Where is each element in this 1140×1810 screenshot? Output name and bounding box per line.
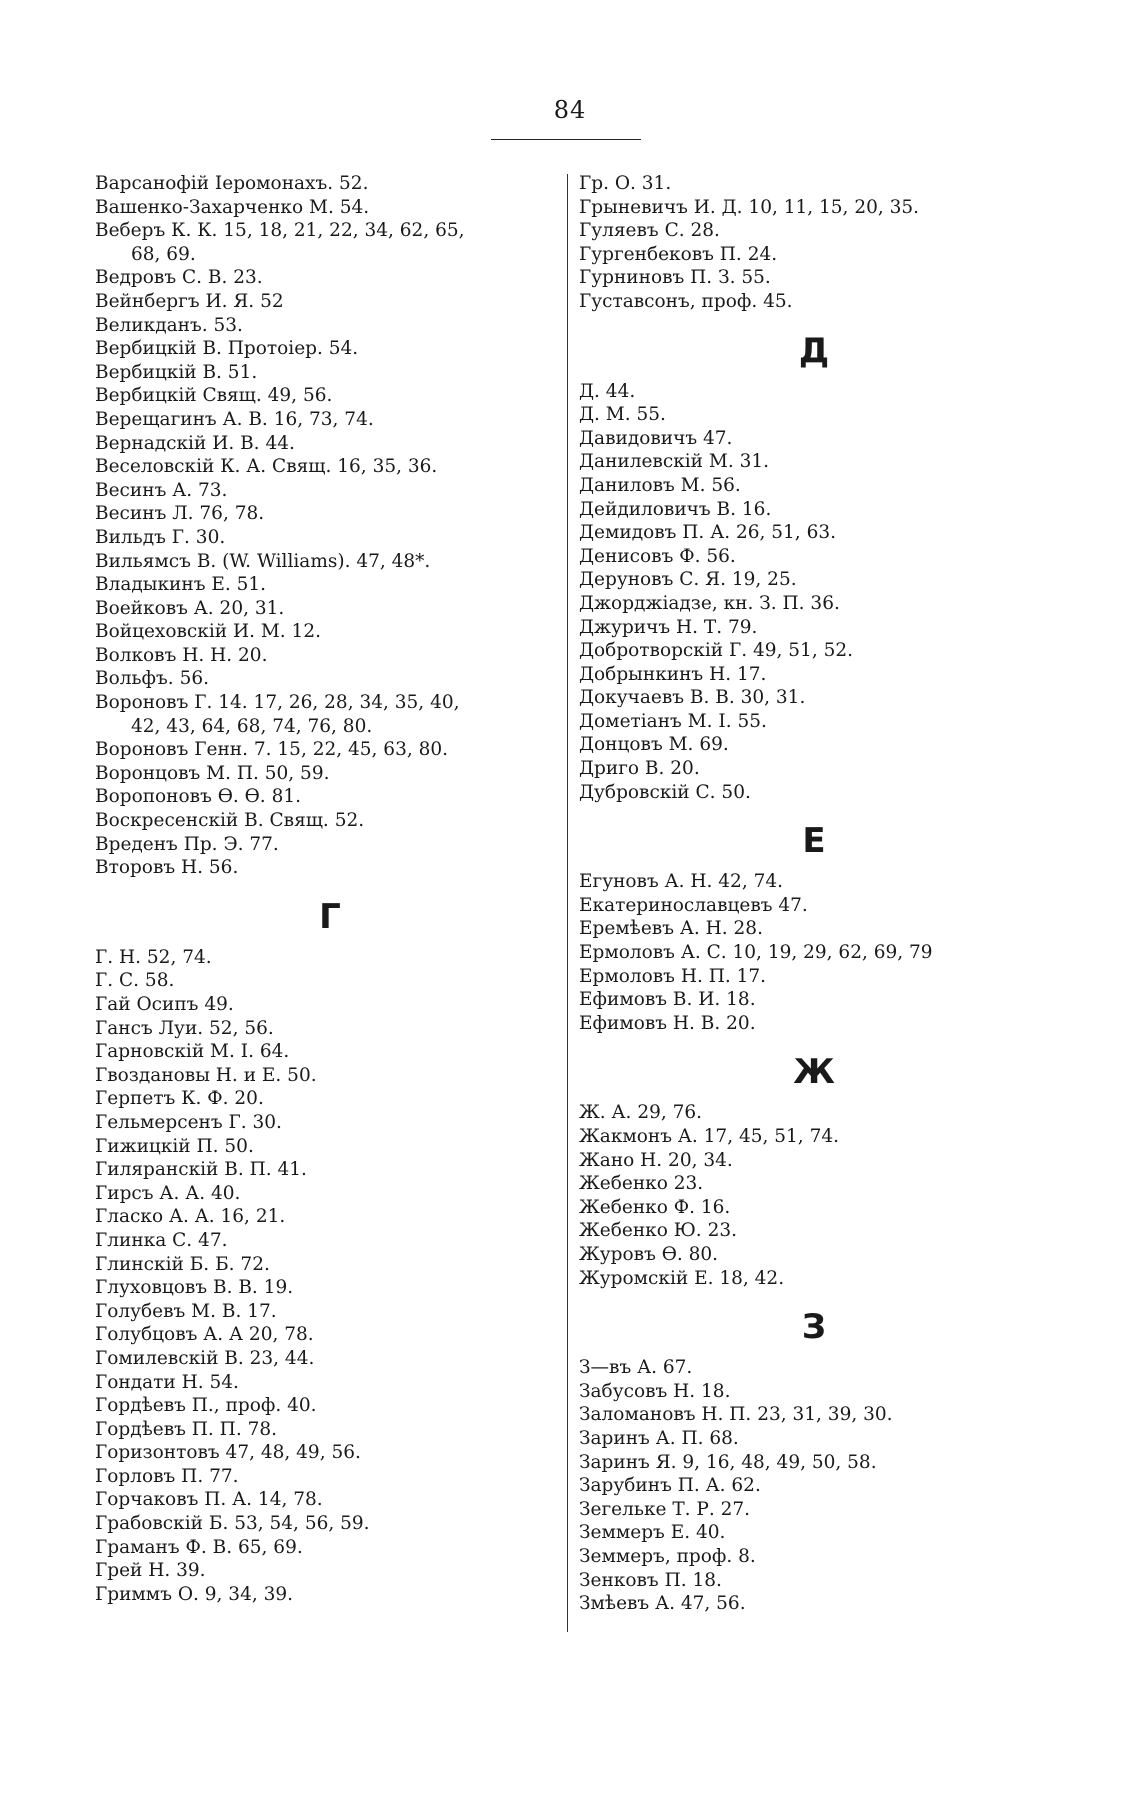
index-entry: Вильямсъ В. (W. Williams). 47, 48*. [95,550,431,572]
index-entry: Денисовъ Ф. 56. [579,545,736,567]
index-entry: Верещагинъ А. В. 16, 73, 74. [95,408,374,430]
index-entry: Деруновъ С. Я. 19, 25. [579,569,797,591]
index-entry: Веселовскій К. А. Свящ. 16, 35, 36. [95,456,438,478]
index-entry: Гарновскій М. І. 64. [95,1041,290,1063]
index-entry: Г. С. 58. [95,970,175,992]
index-entry: Гомилевскій В. 23, 44. [95,1347,315,1369]
index-entry: Великданъ. 53. [95,314,243,336]
index-entry: Вреденъ Пр. Э. 77. [95,833,279,855]
index-entry: Второвъ Н. 56. [95,857,239,879]
index-entry: Екатеринославцевъ 47. [579,894,808,916]
index-entry: Глинка С. 47. [95,1229,228,1251]
index-entry: Дейдиловичъ В. 16. [579,498,772,520]
index-entry: Д. М. 55. [579,404,666,426]
page-number-rule [491,139,641,140]
index-entry: Герпетъ К. Ф. 20. [95,1088,264,1110]
index-entry-continuation: 68, 69. [131,243,196,265]
index-entry: Добрынкинъ Н. 17. [579,663,767,685]
index-entry: Грыневичъ И. Д. 10, 11, 15, 20, 35. [579,196,920,218]
index-entry: Зенковъ П. 18. [579,1569,722,1591]
index-entry: Вороновъ Г. 14. 17, 26, 28, 34, 35, 40, [95,692,460,714]
index-entry: Гургенбековъ П. 24. [579,243,778,265]
index-entry: Еремѣевъ А. Н. 28. [579,918,763,940]
index-entry: Гижицкій П. 50. [95,1135,254,1157]
index-entry: Жакмонъ А. 17, 45, 51, 74. [579,1126,839,1147]
index-entry: Заломановъ Н. П. 23, 31, 39, 30. [579,1404,893,1426]
index-entry: Горчаковъ П. А. 14, 78. [95,1489,323,1511]
section-letter-heading: Ж [793,1052,835,1093]
index-entry: Вербицкій В. Протоіер. 54. [95,338,359,360]
index-entry: Гриммъ О. 9, 34, 39. [95,1583,294,1605]
left-column [95,172,565,1606]
index-entry: Владыкинъ Е. 51. [95,574,267,596]
index-entry: Вербицкій В. 51. [95,361,258,383]
index-entry: Демидовъ П. А. 26, 51, 63. [579,522,836,544]
section-letter-heading: Д [798,330,830,371]
section-letter-heading: Г [319,896,341,937]
index-entry: Воскресенскій В. Свящ. 52. [95,810,365,832]
index-entry: Жебенко Ю. 23. [579,1220,737,1242]
index-entry: Глуховцовъ В. В. 19. [95,1277,294,1299]
index-entry: Жебенко Ф. 16. [579,1196,731,1218]
index-entry: Гондати Н. 54. [95,1371,239,1393]
index-entry: Давидовичъ 47. [579,427,733,449]
index-entry: Вороновъ Генн. 7. 15, 22, 45, 63, 80. [95,739,449,761]
page-number: 84 [553,96,587,124]
index-entry: Дометіанъ М. І. 55. [579,710,767,732]
index-entry: Ефимовъ В. И. 18. [579,989,756,1011]
index-entry: Егуновъ А. Н. 42, 74. [579,871,784,893]
index-entry: Вашенко-Захарченко М. 54. [95,196,370,218]
index-entry: Гласко А. А. 16, 21. [95,1206,286,1228]
index-entry: Зарубинъ П. А. 62. [579,1475,761,1497]
index-entry: Ведровъ С. В. 23. [95,267,263,289]
index-entry: Вольфъ. 56. [95,668,209,690]
section-letter-heading: З [801,1307,827,1348]
index-entry: Гурниновъ П. З. 55. [579,267,771,289]
index-entry: Ефимовъ Н. В. 20. [579,1012,756,1034]
index-entry: Д. 44. [579,380,636,402]
column-divider [567,174,568,1632]
index-entry: Воейковъ А. 20, 31. [95,597,285,619]
index-entry: Даниловъ М. 56. [579,474,741,496]
index-entry: Добротворскій Г. 49, 51, 52. [579,640,854,662]
index-entry: Волковъ Н. Н. 20. [95,644,268,666]
index-entry: Земмеръ, проф. 8. [579,1545,756,1567]
index-entry: Журомскій Е. 18, 42. [579,1267,785,1289]
index-entry: Г. Н. 52, 74. [95,946,212,968]
index-entry: Журовъ Ѳ. 80. [579,1243,719,1265]
index-entry: Гордѣевъ П. П. 78. [95,1418,278,1440]
index-entry: Данилевскій М. 31. [579,451,770,473]
index-entry: Жебенко 23. [579,1173,704,1195]
index-entry: Докучаевъ В. В. 30, 31. [579,687,806,709]
index-entry: Гирсъ А. А. 40. [95,1182,241,1204]
index-entry: Заринъ Я. 9, 16, 48, 49, 50, 58. [579,1451,877,1473]
index-entry: Грей Н. 39. [95,1560,206,1582]
index-entry: Жано Н. 20, 34. [579,1149,733,1171]
index-entry: Густавсонъ, проф. 45. [579,290,793,312]
index-entry: Варсанофій Іеромонахъ. 52. [95,173,369,194]
index-entry: Гай Осипъ 49. [95,994,234,1015]
index-entry: Горловъ П. 77. [95,1465,239,1487]
index-entry: Земмеръ Е. 40. [579,1522,726,1544]
index-entry: Гвоздановы Н. и Е. 50. [95,1064,317,1086]
index-entry: Гельмерсенъ Г. 30. [95,1111,282,1133]
index-entry: Ермоловъ Н. П. 17. [579,965,767,987]
index-entry: Горизонтовъ 47, 48, 49, 56. [95,1442,361,1464]
index-entry-continuation: 42, 43, 64, 68, 74, 76, 80. [131,715,373,737]
index-entry: Дубровскій С. 50. [579,781,751,803]
index-entry: Грабовскій Б. 53, 54, 56, 59. [95,1513,370,1535]
index-entry: Вербицкій Свящ. 49, 56. [95,385,333,407]
index-entry: Змѣевъ А. 47, 56. [579,1593,746,1615]
index-entry: Забусовъ Н. 18. [579,1380,731,1402]
index-entry: Гордѣевъ П., проф. 40. [95,1395,317,1417]
index-entry: Дриго В. 20. [579,758,700,780]
index-entry: Весинъ А. 73. [95,479,228,501]
index-entry: Глинскій Б. Б. 72. [95,1253,270,1275]
index-entry: Голубцовъ А. А 20, 78. [95,1324,314,1346]
index-entry: Заринъ А. П. 68. [579,1427,739,1449]
index-entry: Гуляевъ С. 28. [579,220,720,242]
index-entry: Граманъ Ф. В. 65, 69. [95,1536,303,1558]
section-letter-heading: Е [802,821,826,862]
index-entry: Вильдъ Г. 30. [95,526,226,548]
index-entry: Воропоновъ Ѳ. Ѳ. 81. [95,786,301,808]
index-entry: Зегельке Т. Р. 27. [579,1498,751,1520]
index-entry: Вернадскій И. В. 44. [95,432,295,454]
index-entry: Ж. А. 29, 76. [579,1102,703,1124]
index-entry: Гр. О. 31. [579,173,672,194]
index-entry: Голубевъ М. В. 17. [95,1300,277,1322]
index-entry: Вейнбергъ И. Я. 52 [95,290,284,312]
index-entry: Веберъ К. К. 15, 18, 21, 22, 34, 62, 65, [95,220,465,242]
index-entry: Джуричъ Н. Т. 79. [579,616,758,638]
index-entry: Джорджіадзе, кн. З. П. 36. [579,592,840,614]
index-entry: Донцовъ М. 69. [579,734,729,756]
index-entry: Гансъ Луи. 52, 56. [95,1017,274,1039]
index-entry: Гиляранскій В. П. 41. [95,1159,307,1181]
index-entry: Воронцовъ М. П. 50, 59. [95,762,330,784]
index-entry: Войцеховскій И. М. 12. [95,621,321,643]
index-entry: Ермоловъ А. С. 10, 19, 29, 62, 69, 79 [579,942,933,964]
index-entry: Весинъ Л. 76, 78. [95,503,265,525]
index-entry: З—въ А. 67. [579,1357,693,1379]
right-column [579,172,1049,1616]
